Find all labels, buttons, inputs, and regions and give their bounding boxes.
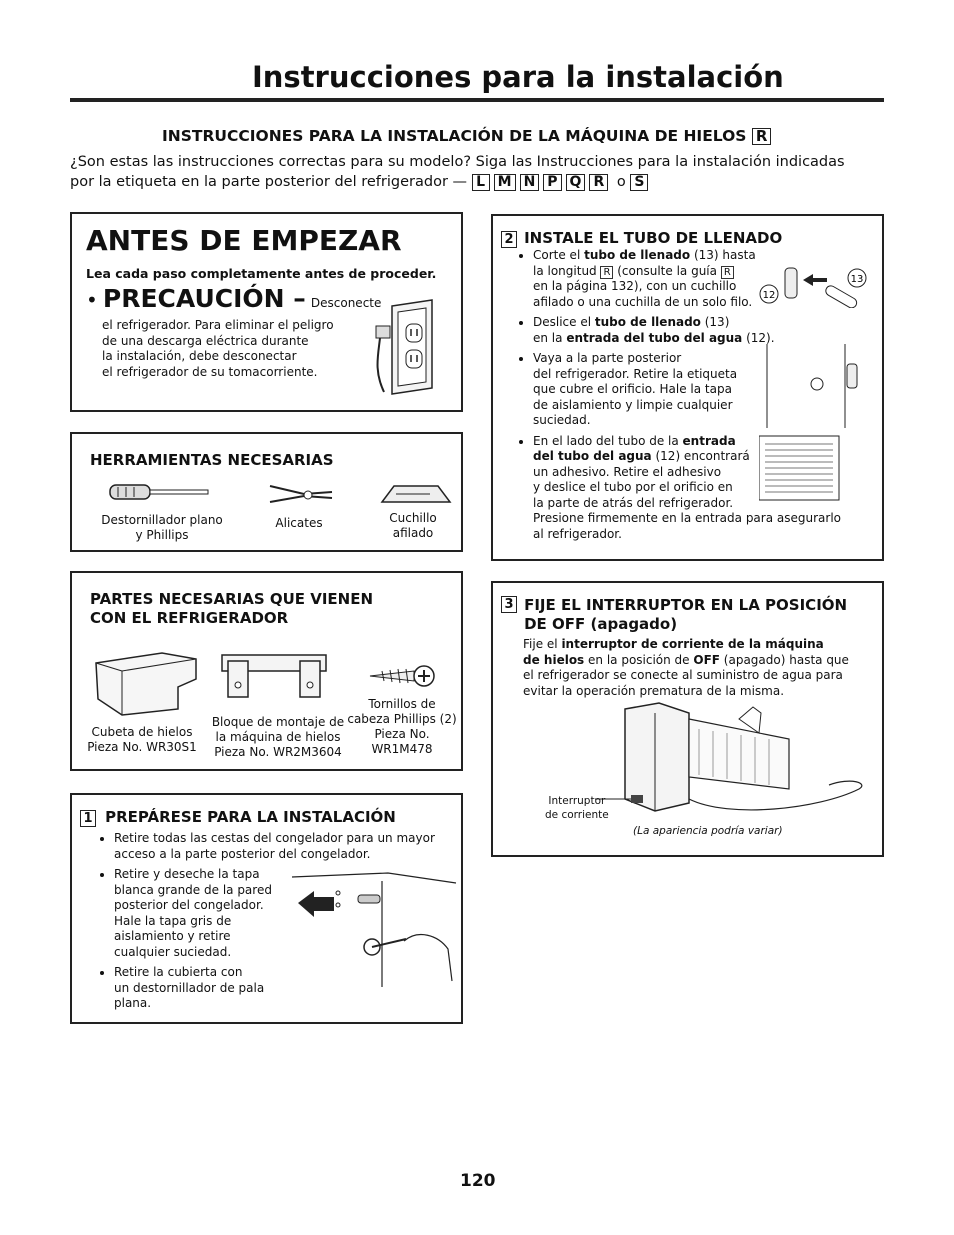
- step3-heading-line: DE OFF (apagado): [524, 615, 678, 633]
- caution-line: de una descarga eléctrica durante: [102, 333, 309, 348]
- model-tag: R: [600, 266, 613, 279]
- step1-line: • Retire y deseche la tapa: [114, 867, 260, 881]
- part-label-screws: [344, 697, 460, 757]
- step2-heading: INSTALE EL TUBO DE LLENADO: [524, 229, 783, 247]
- step2-line: suciedad.: [533, 413, 591, 427]
- page-title: Instrucciones para la instalación: [252, 60, 784, 94]
- icemaker-illustration: [589, 699, 879, 821]
- knife-icon: [380, 482, 452, 504]
- fill-tube-illustration: [757, 262, 877, 308]
- text-bold: entrada: [682, 433, 736, 448]
- step2-line: un adhesivo. Retire el adhesivo: [533, 464, 722, 479]
- step2-line: la parte de atrás del refrigerador.: [533, 495, 734, 510]
- switch-label-line: de corriente: [545, 809, 609, 821]
- text-bold: de hielos: [523, 652, 585, 667]
- step2-line: y deslice el tubo por el orificio en: [533, 480, 733, 494]
- intro-line-2-text: por la etiqueta en la parte posterior del refrigerador —: [70, 174, 468, 190]
- antes-heading: ANTES DE EMPEZAR: [86, 224, 402, 257]
- model-tag: Q: [566, 174, 586, 191]
- step1-line: plana.: [114, 996, 152, 1010]
- model-or: o: [616, 174, 626, 190]
- tools-box: [70, 432, 463, 552]
- step3-heading-line: FIJE EL INTERRUPTOR EN LA POSICIÓN: [524, 596, 848, 614]
- step3-line: evitar la operación prematura de la misma.: [523, 683, 785, 698]
- text: En el lado del tubo de la: [533, 433, 683, 448]
- step2-line: [533, 315, 869, 331]
- part-label-line: Pieza No. WR30S1: [87, 740, 197, 754]
- model-tag: R: [589, 174, 608, 191]
- tool-label-line: afilado: [392, 526, 434, 540]
- antes-box: [70, 212, 463, 412]
- rear-wall-illustration: [759, 344, 877, 516]
- caution-title-row: [86, 284, 381, 313]
- parts-heading-line: PARTES NECESARIAS QUE VIENEN: [90, 590, 374, 608]
- step3-line: [523, 653, 849, 669]
- text: Fije el: [523, 637, 562, 651]
- section-subtitle: [162, 127, 775, 145]
- step3-box: [491, 581, 884, 857]
- page-number: 120: [460, 1171, 496, 1191]
- step1-number: 1: [80, 810, 96, 827]
- pliers-icon: [268, 480, 334, 510]
- parts-heading-line: CON EL REFRIGERADOR: [90, 609, 289, 627]
- part-label-bucket: [82, 725, 202, 755]
- tool-label-line: y Phillips: [135, 528, 189, 542]
- antes-lead: Lea cada paso completamente antes de proceder.: [86, 266, 437, 281]
- text: la longitud: [533, 263, 601, 278]
- model-tag: M: [494, 174, 516, 191]
- step2-line: de aislamiento y limpie cualquier: [533, 397, 733, 412]
- tool-label-pliers: Alicates: [275, 516, 323, 530]
- step3-text: [523, 637, 849, 699]
- step2-line: al refrigerador.: [533, 526, 622, 541]
- model-tag: P: [543, 174, 561, 191]
- outlet-plug-icon: [370, 296, 450, 396]
- step3-line: el refrigerador se conecte al suministro de agua para: [523, 668, 843, 682]
- text: (consulte la guía: [613, 263, 721, 278]
- text: (12) encontrará: [651, 449, 750, 463]
- text-bold: del tubo del agua: [533, 449, 652, 463]
- tools-heading: HERRAMIENTAS NECESARIAS: [90, 451, 334, 469]
- caution-line: la instalación, debe desconectar: [102, 349, 297, 363]
- step1-line: cualquier suciedad.: [114, 944, 232, 959]
- parts-heading: [90, 590, 373, 628]
- step2-bullet: [533, 315, 869, 346]
- part-label-line: Pieza No.: [374, 727, 430, 741]
- tool-label-line: Cuchillo: [389, 511, 437, 525]
- text: en la posición de: [584, 652, 694, 667]
- part-label-line: la máquina de hielos: [215, 730, 341, 744]
- part-label-line: WR1M478: [371, 742, 433, 756]
- caution-line: el refrigerador de su tomacorriente.: [102, 364, 318, 379]
- step1-heading: PREPÁRESE PARA LA INSTALACIÓN: [105, 808, 396, 826]
- text-bold: entrada del tubo del agua: [566, 330, 743, 345]
- intro-line-1: ¿Son estas las instrucciones correctas para su modelo? Siga las Instrucciones para la instalación indicadas: [70, 154, 845, 170]
- text: (12).: [742, 330, 775, 345]
- step1-line: acceso a la parte posterior del congelador.: [114, 846, 371, 861]
- step2-line: Presione firmemente en la entrada para asegurarlo: [533, 511, 841, 525]
- tool-label-screwdriver: [92, 513, 232, 543]
- switch-label-line: Interruptor: [548, 795, 606, 807]
- step1-box: [70, 793, 463, 1024]
- tool-label-line: Destornillador plano: [101, 513, 223, 527]
- callout-12: 12: [762, 290, 776, 301]
- step1-line: aislamiento y retire: [114, 929, 231, 943]
- caution-text: [102, 318, 334, 380]
- step2-box: [491, 214, 884, 561]
- tool-label-knife: [368, 511, 458, 541]
- part-label-block: [210, 715, 346, 760]
- parts-box: [70, 571, 463, 771]
- step1-bullet: [114, 831, 450, 862]
- step2-heading-row: [501, 228, 782, 248]
- step1-line: blanca grande de la pared: [114, 882, 272, 897]
- step1-line: posterior del congelador.: [114, 898, 264, 912]
- model-tag: R: [721, 266, 734, 279]
- screwdriver-icon: [108, 482, 213, 502]
- step2-line: que cubre el orificio. Hale la tapa: [533, 382, 732, 396]
- model-tag: N: [520, 174, 540, 191]
- text-bold: OFF: [693, 652, 720, 667]
- part-label-line: cabeza Phillips (2): [347, 712, 457, 726]
- ice-bucket-icon: [92, 649, 200, 719]
- step1-line: un destornillador de pala: [114, 980, 265, 995]
- subtitle-tag: R: [752, 128, 772, 145]
- step2-line: afilado o una cuchilla de un solo filo.: [533, 294, 753, 309]
- step2-number: 2: [501, 231, 517, 248]
- step1-line: • Retire la cubierta con: [114, 965, 243, 979]
- text: (apagado) hasta que: [719, 652, 849, 667]
- step2-line: • Vaya a la parte posterior: [533, 351, 682, 365]
- step1-heading-row: [80, 807, 396, 827]
- part-label-line: Cubeta de hielos: [91, 725, 193, 739]
- switch-label: [545, 794, 609, 822]
- text: (13) hasta: [690, 248, 756, 262]
- part-label-line: Pieza No. WR2M3604: [214, 745, 342, 759]
- subtitle-text: INSTRUCCIONES PARA LA INSTALACIÓN DE LA MÁQUINA DE HIELOS: [162, 127, 747, 145]
- step2-line: del refrigerador. Retire la etiqueta: [533, 366, 738, 381]
- caution-title: PRECAUCIÓN –: [102, 284, 306, 313]
- step3-line: [523, 637, 849, 653]
- text-bold: tubo de llenado: [584, 248, 691, 262]
- caution-first: Desconecte: [310, 296, 382, 310]
- mounting-block-icon: [218, 649, 330, 701]
- step3-heading: [524, 596, 847, 634]
- appearance-note: (La apariencia podría variar): [633, 825, 783, 837]
- text-bold: tubo de llenado: [594, 315, 701, 329]
- text: Deslice el: [533, 315, 595, 329]
- step3-heading-row: [501, 596, 847, 634]
- step1-line: • Retire todas las cestas del congelador para un mayor: [114, 831, 435, 845]
- freezer-wall-illustration: [288, 869, 458, 989]
- caution-bullet: •: [86, 288, 98, 312]
- part-label-line: Bloque de montaje de: [211, 715, 345, 729]
- text: Corte el: [533, 248, 585, 262]
- screw-icon: [368, 661, 438, 691]
- text-bold: interruptor de corriente de la máquina: [561, 637, 824, 651]
- part-label-line: Tornillos de: [368, 697, 436, 711]
- title-rule: [70, 98, 884, 102]
- intro-line-2: [70, 172, 652, 192]
- callout-13: 13: [850, 274, 864, 285]
- step2-line: en la página 132), con un cuchillo: [533, 279, 737, 293]
- model-tag: L: [472, 174, 490, 191]
- step3-number: 3: [501, 596, 517, 613]
- caution-line: el refrigerador. Para eliminar el peligro: [102, 318, 334, 332]
- step1-line: Hale la tapa gris de: [114, 913, 232, 928]
- text: (13): [700, 315, 730, 329]
- model-tag: S: [630, 174, 648, 191]
- text: en la: [533, 330, 567, 345]
